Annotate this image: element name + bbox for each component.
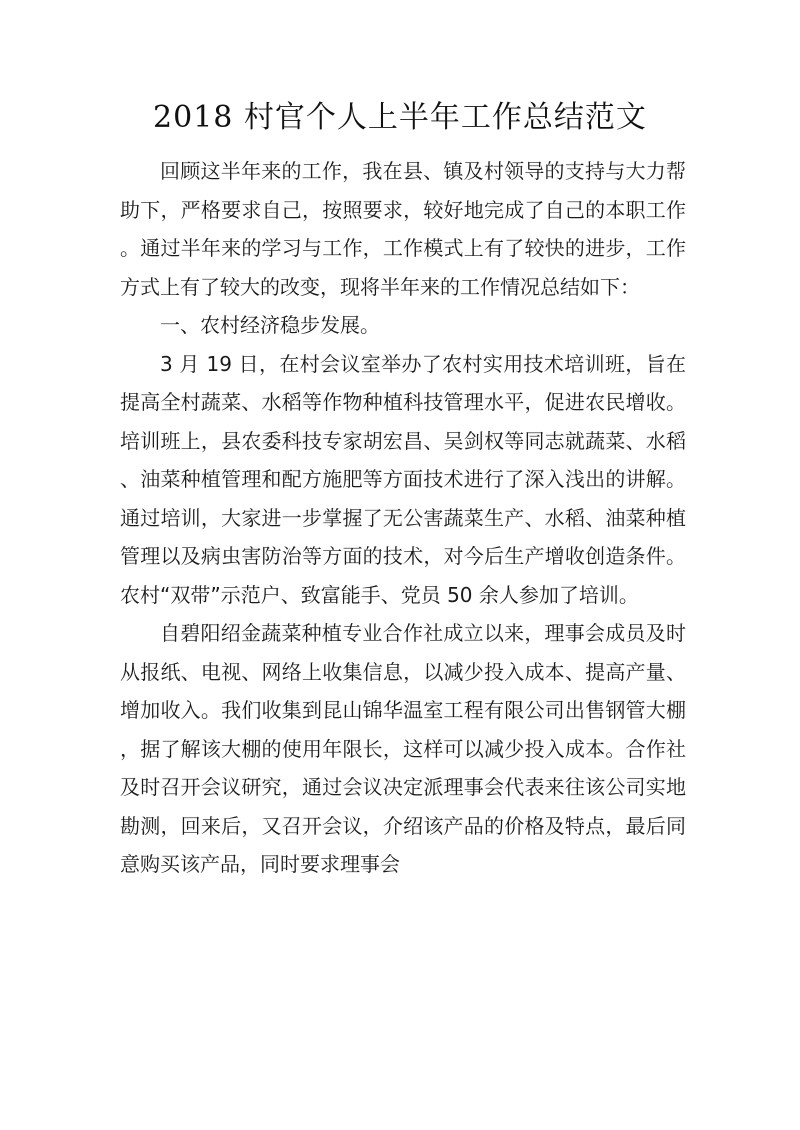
paragraph-cooperative: 自碧阳绍金蔬菜种植专业合作社成立以来，理事会成员及时从报纸、电视、网络上收集信息，以减少投入成本、提高产量、增加收入。我们收集到昆山锦华温室工程有限公司出售钢管大棚，据了解该大棚的使用年限长，这样可以减少投入成本。合作社及时召开会议研究，通过会议决定派理事会代表来往该公司实地勘测，回来后，又召开会议，介绍该产品的价格及特点，最后同意购买该产品，同时要求理事会 bbox=[120, 621, 686, 876]
section-heading-rural-economy: 一、农村经济稳步发展。 bbox=[160, 313, 380, 337]
document-body bbox=[120, 152, 686, 884]
paragraph-intro: 回顾这半年来的工作，我在县、镇及村领导的支持与大力帮助下，严格要求自己，按照要求，较好地完成了自己的本职工作。通过半年来的学习与工作，工作模式上有了较快的进步，工作方式上有了较大的改变，现将半年来的工作情况总结如下： bbox=[120, 159, 686, 299]
paragraph-training: 3 月 19 日，在村会议室举办了农村实用技术培训班，旨在提高全村蔬菜、水稻等作物种植科技管理水平，促进农民增收。培训班上，县农委科技专家胡宏昌、吴剑权等同志就蔬菜、水稻、油菜种植管理和配方施肥等方面技术进行了深入浅出的讲解。通过培训，大家进一步掌握了无公害蔬菜生产、水稻、油菜种植管理以及病虫害防治等方面的技术，对今后生产增收创造条件。农村“双带”示范户、致富能手、党员 50 余人参加了培训。 bbox=[120, 351, 686, 607]
document-title: 2018 村官个人上半年工作总结范文 bbox=[153, 100, 647, 135]
